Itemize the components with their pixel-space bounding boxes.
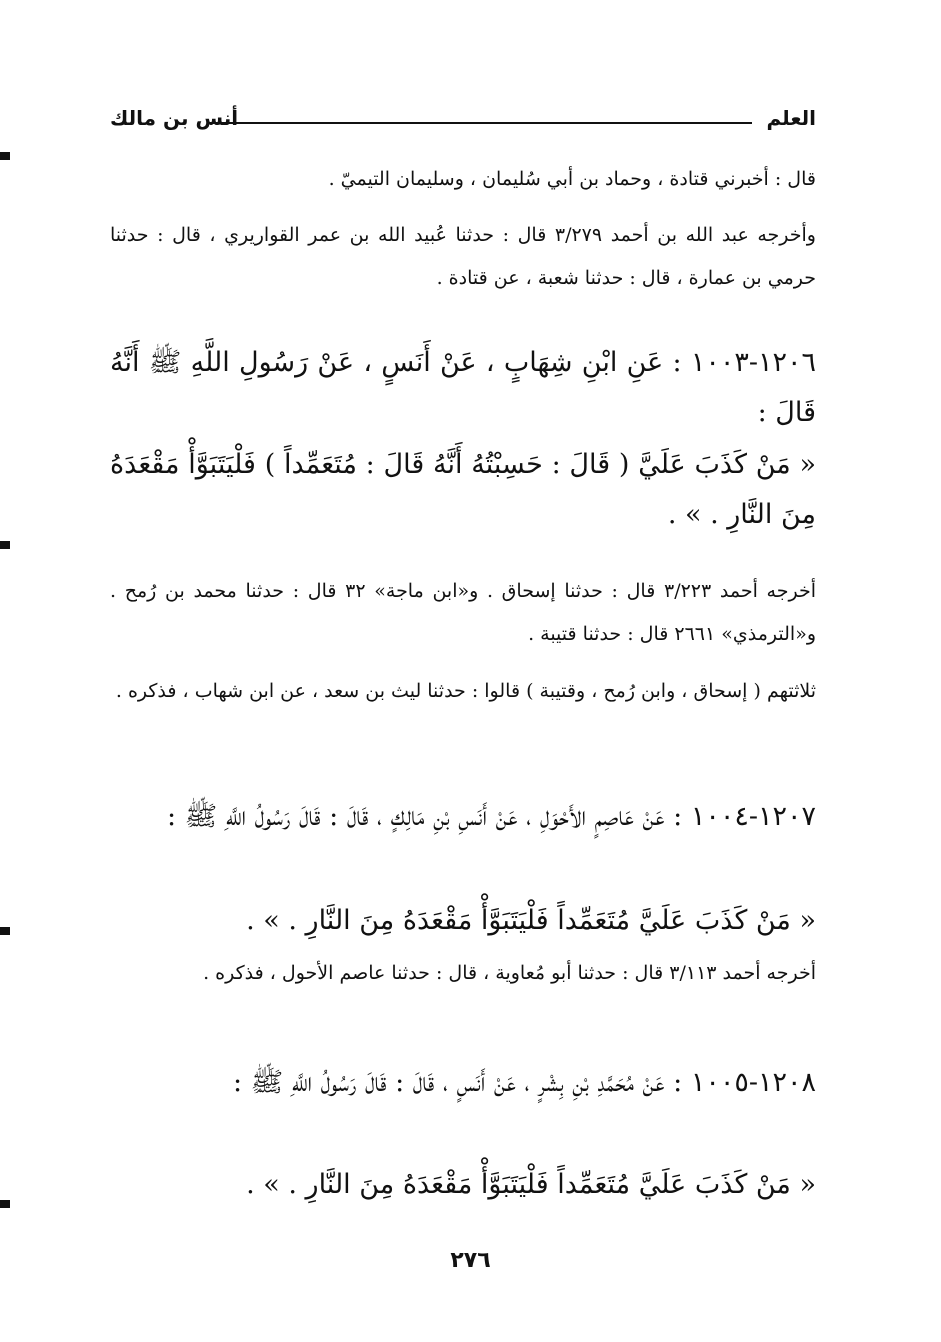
binding-mark [0, 541, 10, 549]
book-title: أنس بن مالك [110, 106, 239, 130]
hadith-1206-matn: « مَنْ كَذَبَ عَلَيَّ ( قَالَ : حَسِبْتُهُ أَنَّهُ قَالَ : مُتَعَمِّداً ) فَلْيَتَبَوَّأْ مَقْعَدَهُ مِنَ النَّارِ . » . [110, 449, 816, 530]
binding-mark [0, 1200, 10, 1208]
hadith-1207-matn: « مَنْ كَذَبَ عَلَيَّ مُتَعَمِّداً فَلْيَتَبَوَّأْ مَقْعَدَهُ مِنَ النَّارِ . » . [246, 905, 816, 936]
hadith-1207-isnad: ١٢٠٧-١٠٠٤ : عَنْ عَاصِمٍ الأَحْوَلِ ، عَنْ أَنَسِ بْنِ مَالِكٍ ، قَالَ : قَالَ رَسُولُ اللَّهِ ﷺ : [166, 801, 816, 832]
page-number: ٢٧٦ [450, 1248, 491, 1273]
running-header [110, 104, 816, 136]
chapter-title: العلم [766, 106, 816, 130]
hadith-1208-matn: « مَنْ كَذَبَ عَلَيَّ مُتَعَمِّداً فَلْيَتَبَوَّأْ مَقْعَدَهُ مِنَ النَّارِ . » . [246, 1169, 816, 1200]
hadith-1208-isnad: ١٢٠٨-١٠٠٥ : عَنْ مُحَمَّدِ بْنِ بِشْرٍ ، عَنْ أَنَسٍ ، قَالَ : قَالَ رَسُولُ اللَّهِ ﷺ : [232, 1067, 816, 1098]
narrator-line: قال : أخبرني قتادة ، وحماد بن أبي سُليمان ، وسليمان التيميّ . [328, 168, 816, 190]
hadith-1207-takhrij: أخرجه أحمد ٣/١١٣ قال : حدثنا أبو مُعاوية ، قال : حدثنا عاصم الأحول ، فذكره . [203, 962, 816, 984]
header-rule [208, 122, 752, 124]
binding-mark [0, 152, 10, 160]
hadith-1206-takhrij-continued: ثلاثتهم ( إسحاق ، وابن رُمح ، وقتيبة ) قالوا : حدثنا ليث بن سعد ، عن ابن شهاب ، فذكره . [115, 680, 816, 702]
hadith-1206-isnad: ١٢٠٦-١٠٠٣ : عَنِ ابْنِ شِهَابٍ ، عَنْ أَنَسٍ ، عَنْ رَسُولِ اللَّهِ ﷺ أَنَّهُ قَالَ : [110, 347, 816, 428]
binding-mark [0, 927, 10, 935]
hadith-1206-takhrij: أخرجه أحمد ٣/٢٢٣ قال : حدثنا إسحاق . و«ابن ماجة» ٣٢ قال : حدثنا محمد بن رُمح . و«الترمذي» ٢٦٦١ قال : حدثنا قتيبة . [110, 580, 816, 645]
takhrij-note: وأخرجه عبد الله بن أحمد ٣/٢٧٩ قال : حدثنا عُبيد الله بن عمر القواريري ، قال : حدثنا حرمي بن عمارة ، قال : حدثنا شعبة ، عن قتادة . [110, 224, 816, 289]
